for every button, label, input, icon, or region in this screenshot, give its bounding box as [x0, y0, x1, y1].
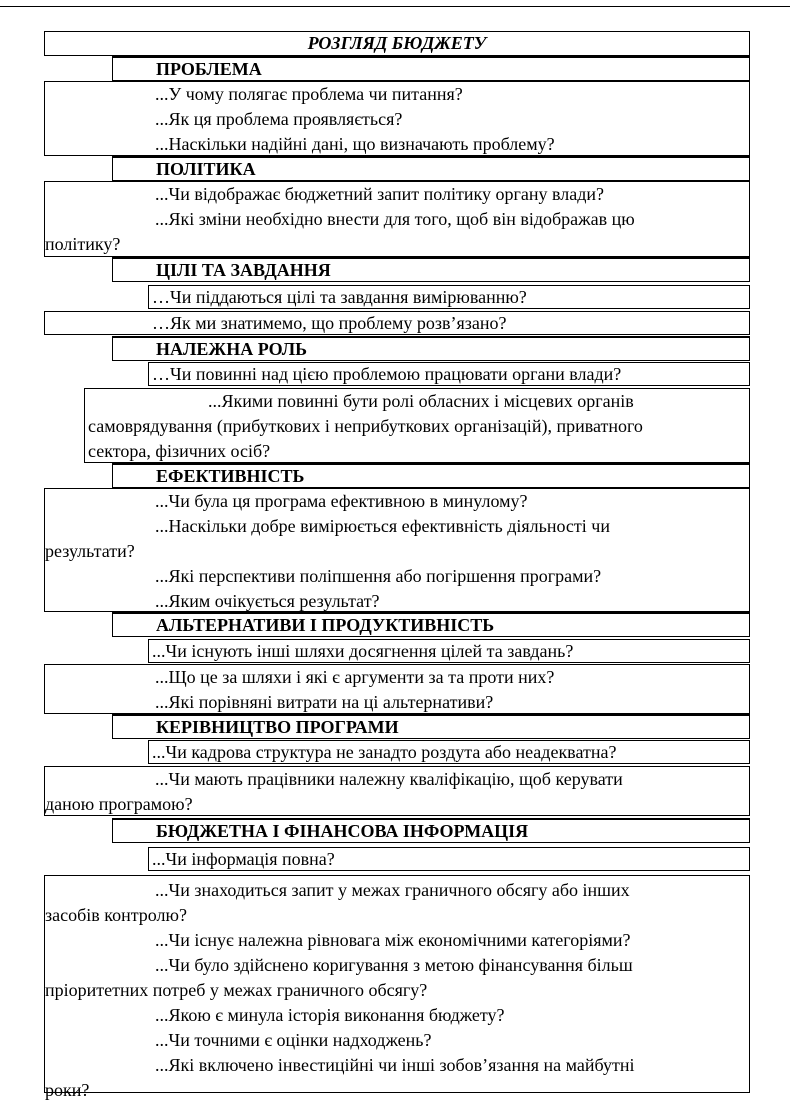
- question-text: ...Чи точними є оцінки надходжень?: [155, 1030, 432, 1050]
- question-text: ...Наскільки добре вимірюється ефективність діяльності чи: [155, 516, 610, 536]
- section-policy-questions: [44, 181, 750, 257]
- question-text: ...Які включено інвестиційні чи інші зобов’язання на майбутні: [155, 1055, 635, 1075]
- question-text: ...Яким очікується результат?: [155, 591, 380, 611]
- section-heading-role: НАЛЕЖНА РОЛЬ: [112, 336, 750, 361]
- question-text: ...Чи була ця програма ефективною в минулому?: [155, 491, 528, 511]
- question-text: ...Як ця проблема проявляється?: [155, 109, 403, 129]
- section-heading-budget-info: БЮДЖЕТНА І ФІНАНСОВА ІНФОРМАЦІЯ: [112, 818, 750, 843]
- question-box: ...Чи існують інші шляхи досягнення цілей та завдань?: [148, 639, 750, 663]
- section-heading-problem: ПРОБЛЕМА: [112, 56, 750, 81]
- question-text-continuation: даною програмою?: [45, 794, 193, 814]
- question-text: ...Чи існує належна рівновага між економічними категоріями?: [155, 930, 631, 950]
- question-text: ...Чи було здійснено коригування з метою фінансування більш: [155, 955, 633, 975]
- section-efficiency-questions: [44, 488, 750, 612]
- question-text: ...Якою є минула історія виконання бюджету?: [155, 1005, 505, 1025]
- section-management-questions: [44, 766, 750, 816]
- question-text-continuation: самоврядування (прибуткових і неприбуткових організацій), приватного: [88, 416, 643, 436]
- question-box: ...Чи кадрова структура не занадто роздута або неадекватна?: [148, 740, 750, 764]
- question-text-continuation: результати?: [45, 541, 135, 561]
- page-title: РОЗГЛЯД БЮДЖЕТУ: [44, 31, 750, 56]
- question-text-continuation: засобів контролю?: [45, 905, 187, 925]
- section-problem-questions: [44, 81, 750, 156]
- question-text: ...Чи відображає бюджетний запит політику органу влади?: [155, 184, 604, 204]
- question-text-continuation: пріоритетних потреб у межах граничного обсягу?: [45, 980, 428, 1000]
- question-box: ...Чи інформація повна?: [148, 847, 750, 871]
- question-text-continuation: роки?: [45, 1080, 90, 1100]
- question-box: …Як ми знатимемо, що проблему розв’язано?: [44, 311, 750, 335]
- section-alternatives-questions: [44, 664, 750, 714]
- section-budget-info-questions: [44, 875, 750, 1100]
- question-text: ...Які перспективи поліпшення або погіршення програми?: [155, 566, 602, 586]
- question-box: …Чи повинні над цією проблемою працювати органи влади?: [148, 362, 750, 386]
- section-heading-alternatives: АЛЬТЕРНАТИВИ І ПРОДУКТИВНІСТЬ: [112, 612, 750, 637]
- section-heading-policy: ПОЛІТИКА: [112, 156, 750, 181]
- question-text: ...Наскільки надійні дані, що визначають проблему?: [155, 134, 555, 154]
- section-heading-management: КЕРІВНИЦТВО ПРОГРАМИ: [112, 714, 750, 739]
- section-role-questions: [84, 388, 750, 463]
- question-text: ...Чи знаходиться запит у межах граничного обсягу або інших: [155, 880, 630, 900]
- question-text: ...Що це за шляхи і які є аргументи за та проти них?: [155, 667, 555, 687]
- top-rule: [0, 6, 790, 7]
- question-box: …Чи піддаються цілі та завдання вимірюванню?: [148, 285, 750, 309]
- section-heading-goals: ЦІЛІ ТА ЗАВДАННЯ: [112, 257, 750, 282]
- question-text-continuation: сектора, фізичних осіб?: [88, 441, 271, 461]
- question-text-continuation: політику?: [45, 234, 121, 254]
- question-text: ...Які зміни необхідно внести для того, щоб він відображав цю: [155, 209, 635, 229]
- question-text: ...Чи мають працівники належну кваліфікацію, щоб керувати: [155, 769, 623, 789]
- question-text: ...У чому полягає проблема чи питання?: [155, 84, 463, 104]
- question-text: ...Які порівняні витрати на ці альтернативи?: [155, 692, 494, 712]
- question-text: ...Якими повинні бути ролі обласних і місцевих органів: [208, 391, 634, 411]
- section-heading-efficiency: ЕФЕКТИВНІСТЬ: [112, 463, 750, 488]
